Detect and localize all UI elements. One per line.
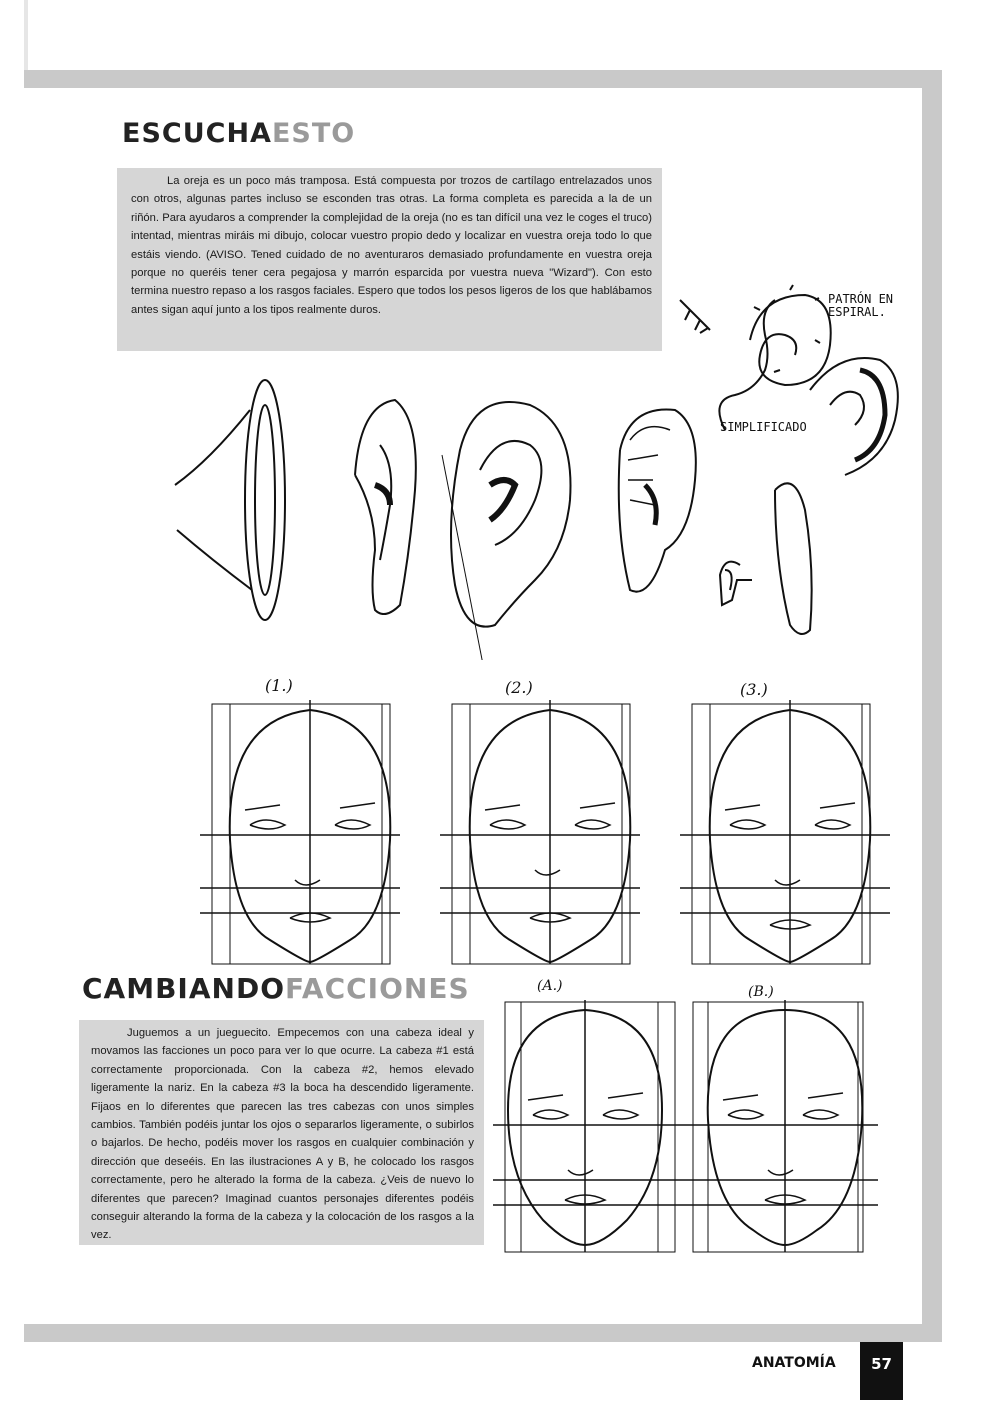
ear-illustrations <box>160 270 920 660</box>
heading2-light: FACCIONES <box>285 972 470 1005</box>
label-spiral-pattern: PATRÓN EN ESPIRAL. <box>828 292 894 319</box>
frame-bottom-bar <box>24 1324 942 1342</box>
face-2-grid <box>440 700 640 964</box>
face-label-b: (B.) <box>748 984 774 1000</box>
frame-top-bar <box>24 70 942 88</box>
faces-row-1 <box>200 700 890 975</box>
heading1-dark: ESCUCHA <box>122 118 272 149</box>
side-ear-drawing <box>355 400 416 614</box>
heading1-light: ESTO <box>271 118 356 149</box>
faces-row-2 <box>493 1000 878 1265</box>
heading-cambiando-facciones <box>82 972 470 1005</box>
thin-ear-drawing <box>720 483 812 634</box>
face-label-3: (3.) <box>740 680 768 699</box>
heading-escucha-esto <box>122 118 355 149</box>
face-label-1: (1.) <box>265 676 293 695</box>
face-label-a: (A.) <box>537 978 563 994</box>
faces-paragraph: Juguemos a un jueguecito. Empecemos con una cabeza ideal y movamos las facciones un poco para ver lo que ocurre. La cabeza #1 está correctamente proporcionada. Con la cabeza #2, hemos elevado ligeramente la nariz. En la cabeza #3 la boca ha descendido ligeramente. Fijaos en lo diferentes que parecen las tres cabezas con unos simples cambios. También podéis juntar los ojos o separarlos ligeramente, o subirlos o bajarlos. De hecho, podéis mover los rasgos en cualquier combinación y dirección que deseéis. En las ilustraciones A y B, he colocado los rasgos correctamente, pero he alterado la forma de la cabeza. ¿Veis de nuevo lo diferentes que parecen? Imaginad cuantos personajes diferentes podéis conseguir alterando la forma de la cabeza y la colocación de los rasgos a la vez. <box>91 1027 474 1242</box>
detailed-ear-drawing <box>442 402 571 660</box>
simplified-ear-drawing <box>810 358 898 475</box>
face-a-grid <box>493 1000 678 1252</box>
face-1-grid <box>200 700 400 964</box>
spiral-ear-drawing <box>680 285 831 430</box>
label-simplified: SIMPLIFICADO <box>720 420 807 434</box>
ear-paragraph: La oreja es un poco más tramposa. Está compuesta por trozos de cartílago entrelazados unos con otros, algunas partes incluso se esconden tras otras. La forma completa es parecida a la de un riñón. Para ayudaros a comprender la complejidad de la oreja (no es tan difícil una vez le coges el truco) intentad, mientras miráis mi dibujo, colocar vuestro propio dedo y localizar en vuestra oreja todo lo que estáis viendo. (AVISO. Tened cuidado de no aventuraros demasiado profundamente en vuestra oreja porque no queréis tener cera pegajosa y marrón esparcida por vuestra nueva "Wizard"). Con esto termina nuestro repaso a los rasgos faciales. Espero que todos los pesos ligeros de los que hablábamos antes sigan aquí junto a los tipos realmente duros. <box>131 175 652 316</box>
frame-right-bar <box>922 70 942 1342</box>
footer-section-label: ANATOMÍA <box>752 1355 836 1371</box>
heading2-dark: CAMBIANDO <box>82 972 285 1005</box>
cartilage-ear-drawing <box>619 410 696 592</box>
face-3-grid <box>680 700 890 964</box>
page-number: 57 <box>860 1342 903 1400</box>
cone-ear-drawing <box>175 380 285 620</box>
face-b-grid <box>678 1000 878 1252</box>
faces-text-box <box>79 1020 484 1245</box>
face-label-2: (2.) <box>505 678 533 697</box>
